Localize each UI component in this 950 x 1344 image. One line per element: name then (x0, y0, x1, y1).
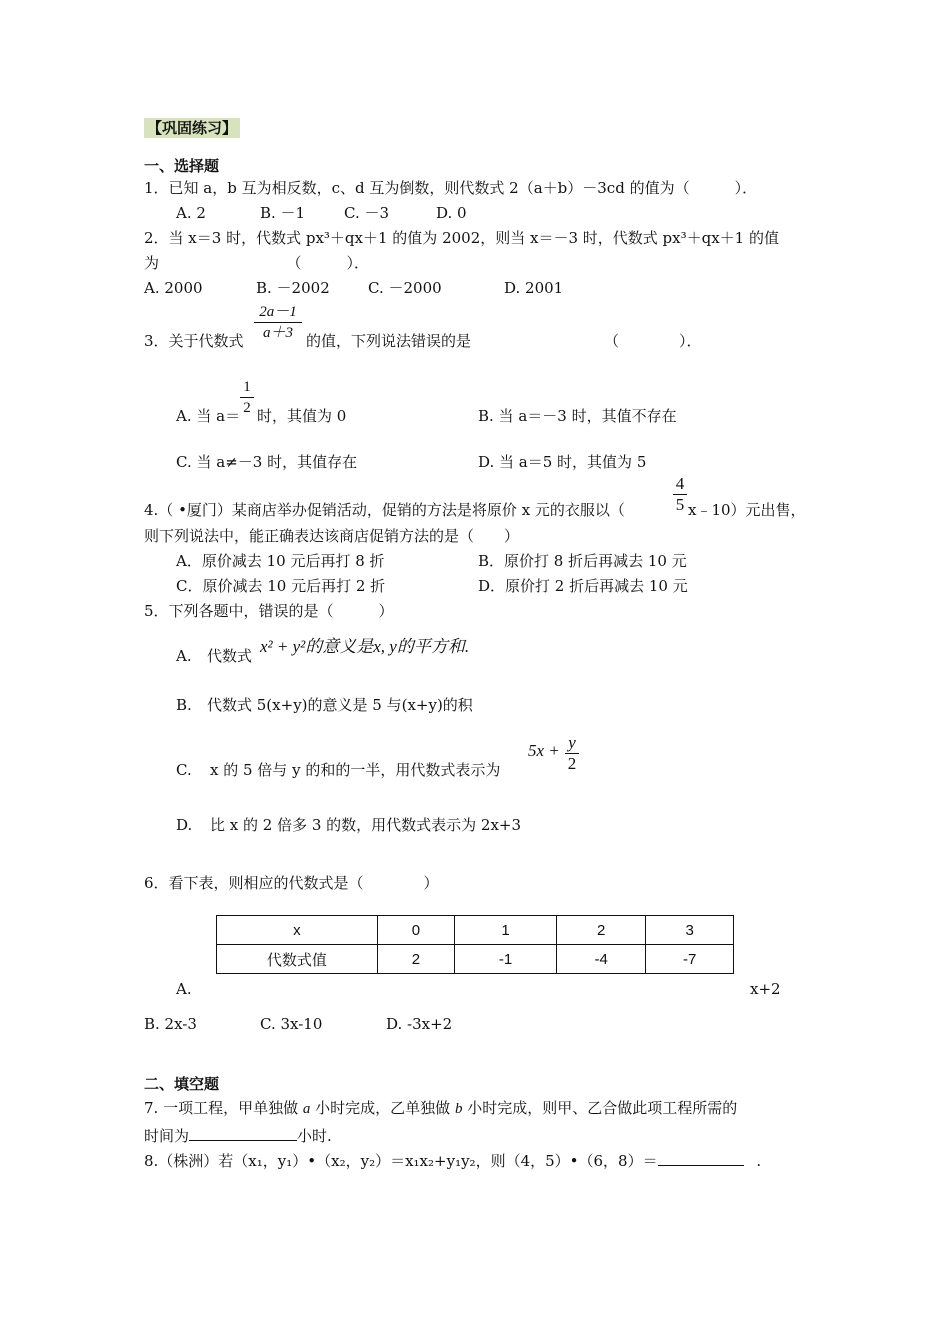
q5-option-d-label: D. (176, 816, 193, 834)
table-cell: -4 (556, 945, 646, 974)
section-title-choice: 一、选择题 (144, 157, 220, 175)
q1-option-b: B. －1 (260, 204, 306, 222)
table-cell: 2 (377, 945, 454, 974)
q5-option-c-label: C. (176, 761, 192, 779)
q3-option-a-fraction (240, 377, 254, 418)
q3-fraction (254, 302, 302, 343)
q2-stem-line1: 2．当 x＝3 时，代数式 px³＋qx＋1 的值为 2002，则当 x＝－3 时，代数式 px³＋qx＋1 的值 (144, 229, 779, 247)
q6-option-a-label: A. (176, 980, 192, 998)
q5-option-c-numerator: y (568, 733, 576, 752)
table-header-value: 代数式值 (217, 945, 378, 974)
q4-stem-pre: 4.（ •厦门）某商店举办促销活动，促销的方法是将原价 x 元的衣服以（ (144, 501, 625, 519)
q2-option-c: C. －2000 (368, 279, 442, 297)
q3-option-a-numerator: 1 (243, 379, 251, 395)
table-cell: 1 (455, 916, 557, 945)
q6-option-d: D. -3x+2 (386, 1015, 453, 1033)
section-tag-label: 【巩固练习】 (144, 118, 240, 138)
q4-option-b: B．原价打 8 折后再减去 10 元 (478, 552, 687, 570)
table-cell: 0 (377, 916, 454, 945)
q4-stem-post: x﹣10）元出售， (688, 501, 806, 519)
q1-stem: 1．已知 a，b 互为相反数，c、d 互为倒数，则代数式 2（a＋b）－3cd 的值为（ ）． (144, 179, 758, 197)
q5-option-a-text: 代数式 (207, 647, 253, 665)
q3-paren: （ ）． (604, 332, 702, 350)
q2-option-a: A. 2000 (144, 279, 203, 297)
section-title-fill: 二、填空题 (144, 1075, 220, 1093)
q6-stem: 6．看下表，则相应的代数式是（ ） (144, 874, 439, 892)
table-cell: -1 (455, 945, 557, 974)
q3-option-a-denominator: 2 (243, 400, 251, 416)
table-cell: 2 (556, 916, 646, 945)
q5-option-b-label: B. (176, 696, 192, 714)
q3-option-a-post: 时，其值为 0 (257, 407, 347, 425)
table-cell: -7 (646, 945, 734, 974)
q6-option-c: C. 3x-10 (260, 1015, 323, 1033)
table-cell: 3 (646, 916, 734, 945)
q4-stem-line2: 则下列说法中，能正确表达该商店促销方法的是（ ） (144, 527, 520, 545)
q7-answer-blank[interactable] (189, 1124, 297, 1141)
q7-line2-post: 小时. (297, 1127, 332, 1145)
q8-end: . (756, 1152, 762, 1170)
q7-line1-mid: 小时完成，乙单独做 (315, 1099, 451, 1117)
q3-option-d: D. 当 a＝5 时，其值为 5 (478, 453, 647, 471)
q8-line (144, 1149, 761, 1171)
section-tag (144, 118, 240, 138)
q5-option-c-expr: 5x + (528, 741, 560, 760)
q3-option-b: B. 当 a＝－3 时，其值不存在 (478, 407, 677, 425)
q5-option-c-denominator: 2 (567, 754, 577, 773)
q3-option-a-pre: A. 当 a＝ (176, 407, 241, 425)
q4-frac-numerator: 4 (675, 474, 685, 493)
q7-line2-pre: 时间为 (144, 1127, 190, 1145)
q7-line2 (144, 1124, 332, 1146)
q7-line1 (144, 1098, 737, 1119)
q5-option-c-text: x 的 5 倍与 y 的和的一半，用代数式表示为 (210, 761, 501, 779)
q7-line1-pre: 7. 一项工程，甲单独做 (144, 1099, 299, 1117)
q2-option-d: D. 2001 (504, 279, 564, 297)
q6-value-table (216, 915, 734, 974)
q3-frac-numerator: 2a－1 (259, 304, 297, 320)
q4-option-d: D．原价打 2 折后再减去 10 元 (478, 577, 688, 595)
q1-option-c: C. －3 (344, 204, 390, 222)
q7-var-a: a (302, 1101, 311, 1117)
q3-suffix: 的值，下列说法错误的是 (306, 332, 472, 350)
q1-option-a: A. 2 (176, 204, 206, 222)
q4-option-c: C．原价减去 10 元后再打 2 折 (176, 577, 386, 595)
q4-frac-denominator: 5 (675, 495, 685, 514)
table-header-x: x (217, 916, 378, 945)
q8-answer-blank[interactable] (658, 1149, 744, 1166)
q3-prefix: 3．关于代数式 (144, 332, 244, 350)
q5-option-d-text: 比 x 的 2 倍多 3 的数，用代数式表示为 2x+3 (210, 816, 522, 834)
table-row (217, 945, 734, 974)
q6-option-a-value: x+2 (750, 980, 781, 998)
q1-option-d: D. 0 (436, 204, 467, 222)
q8-text: 8.（株洲）若（x₁，y₁）•（x₂，y₂）＝x₁x₂+y₁y₂，则（4，5）•（6，8）＝ (144, 1152, 658, 1170)
q5-option-a-expr: x² + y²的意义是x, y的平方和. (260, 637, 470, 656)
q4-option-a: A．原价减去 10 元后再打 8 折 (176, 552, 385, 570)
q2-stem-line2: 为 （ ）． (144, 254, 370, 272)
q4-fraction (673, 474, 687, 515)
q7-var-b: b (454, 1101, 463, 1117)
q3-option-c: C. 当 a≠－3 时，其值存在 (176, 453, 358, 471)
q7-line1-post: 小时完成，则甲、乙合做此项工程所需的 (467, 1099, 738, 1117)
q2-option-b: B. －2002 (256, 279, 330, 297)
q5-option-a-label: A. (176, 647, 192, 665)
q5-stem: 5．下列各题中，错误的是（ ） (144, 602, 394, 620)
q6-option-b: B. 2x-3 (144, 1015, 197, 1033)
q3-frac-denominator: a＋3 (262, 325, 293, 341)
q5-option-b-text: 代数式 5(x+y)的意义是 5 与(x+y)的积 (207, 696, 473, 714)
table-row (217, 916, 734, 945)
q5-option-c-fraction (565, 733, 579, 774)
